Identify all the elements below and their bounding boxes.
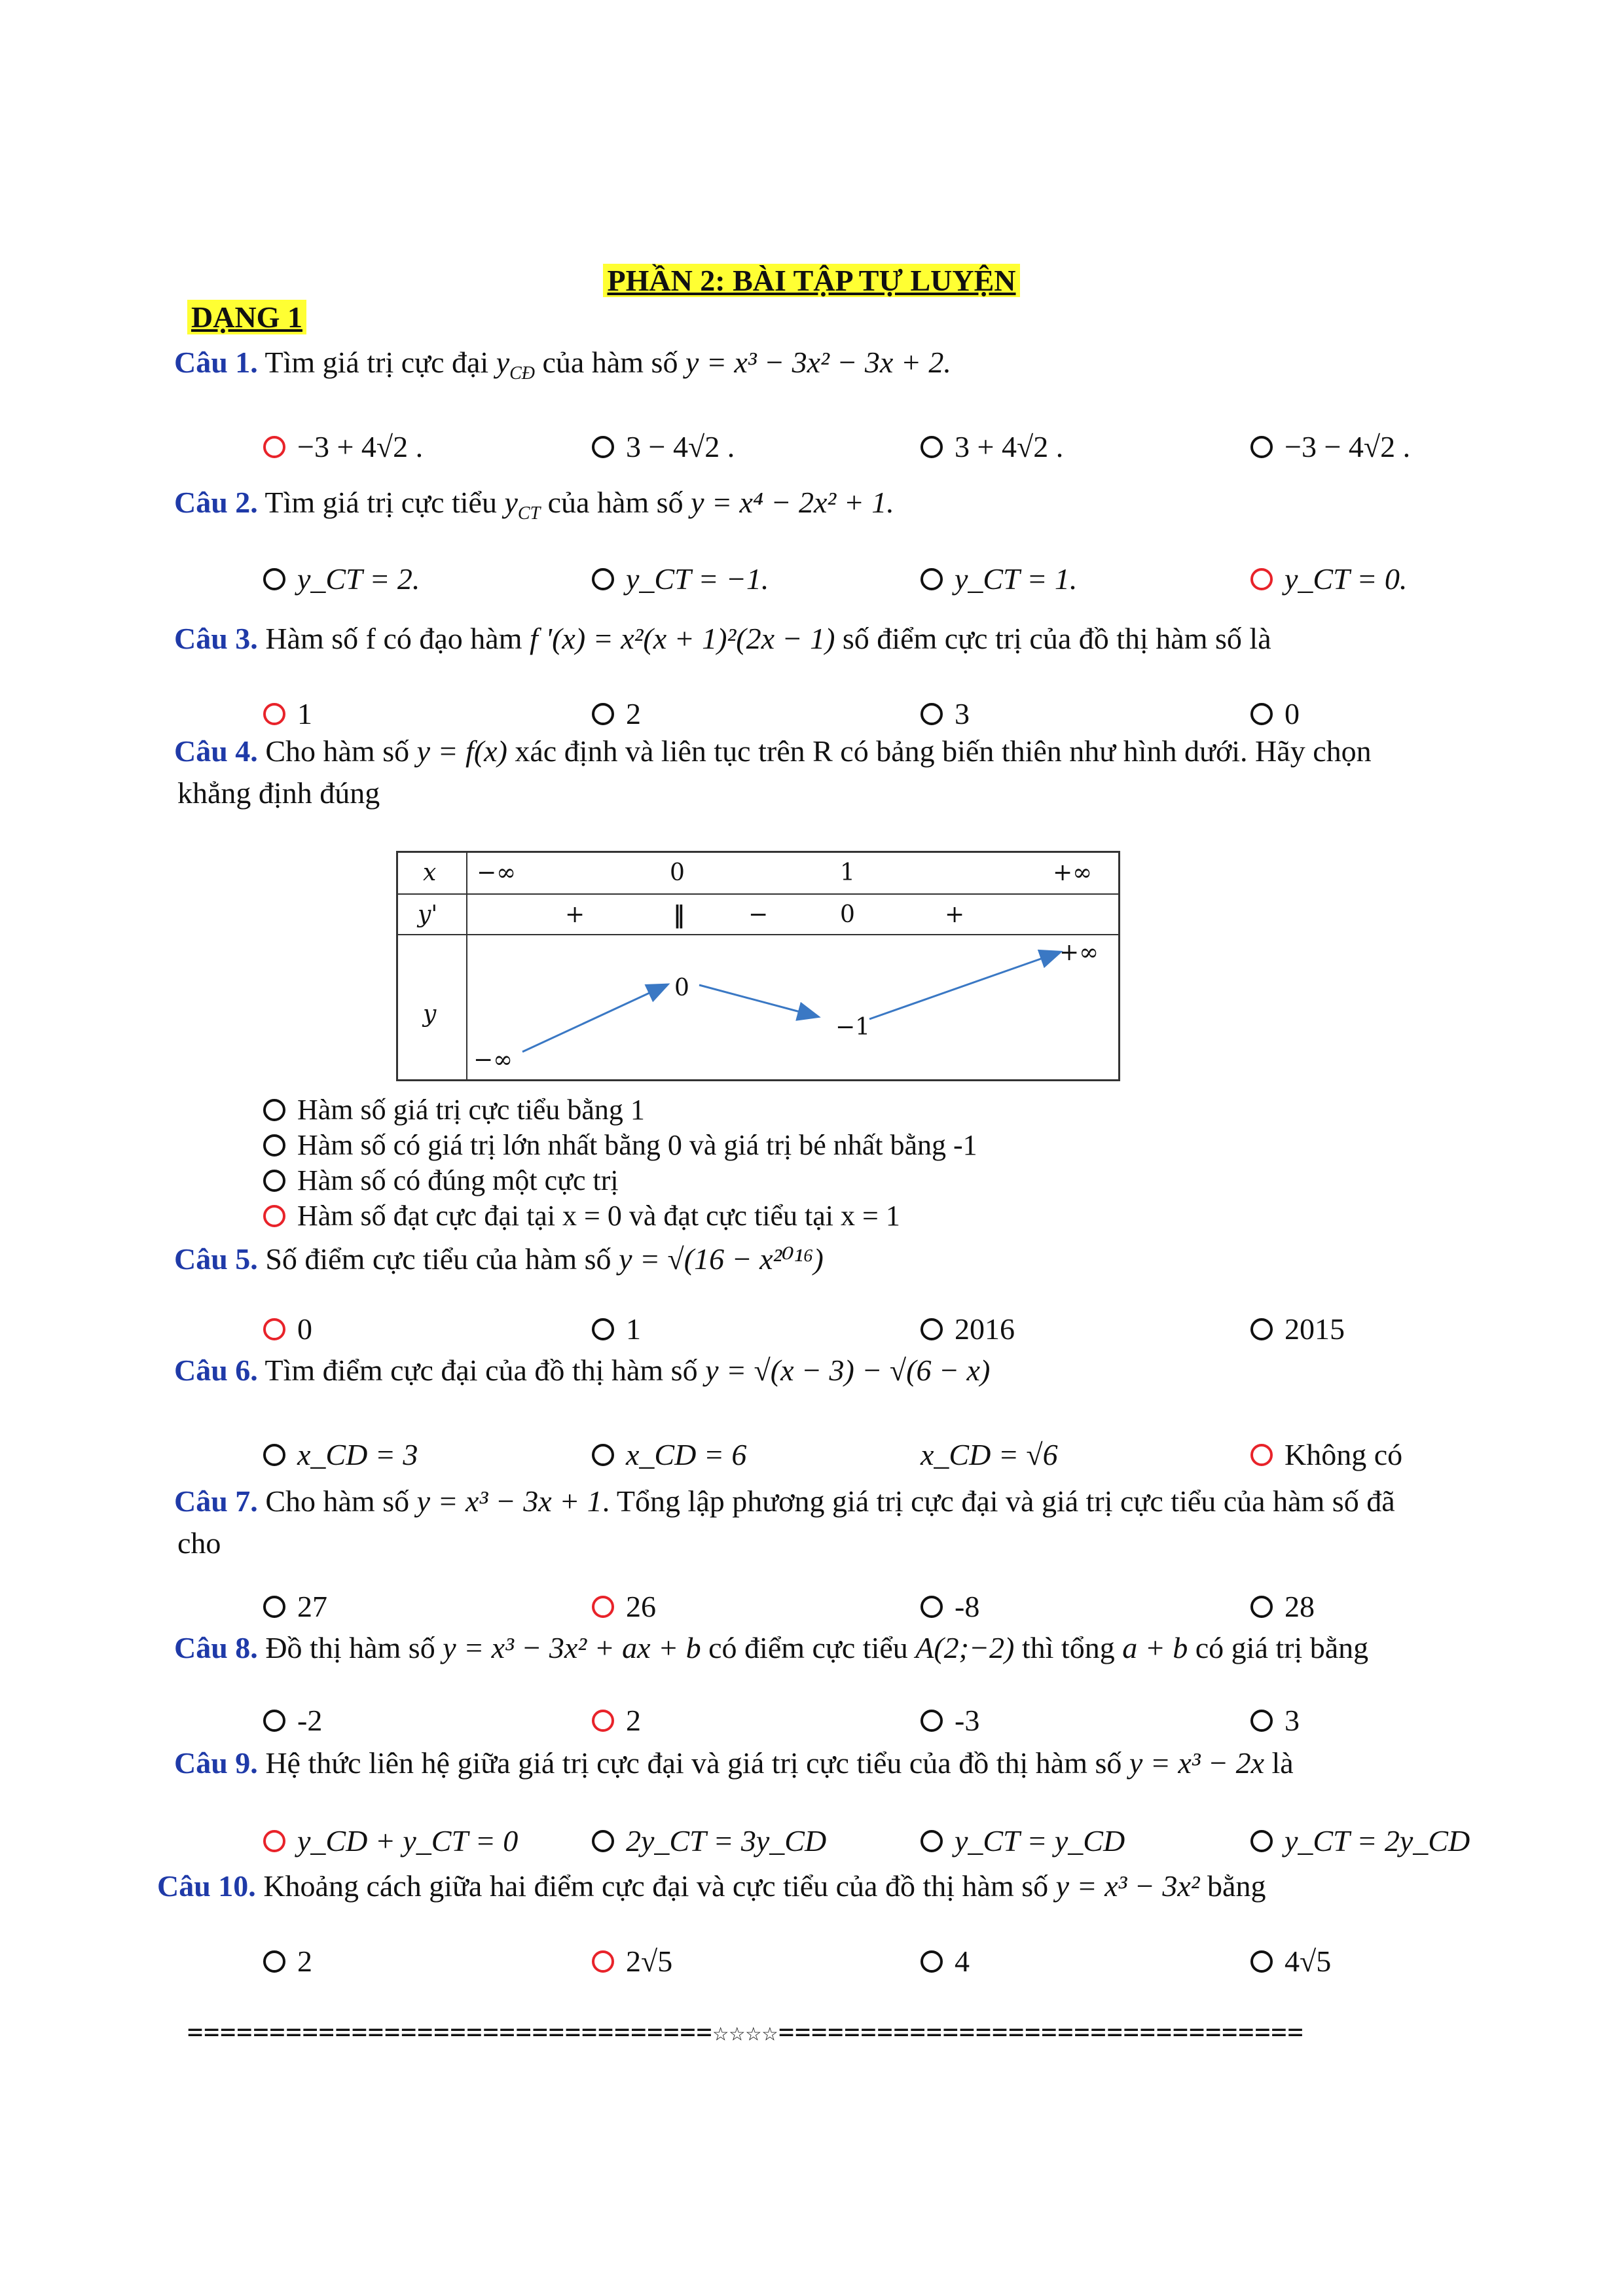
q1-option-b[interactable]: 3 − 4√2 .	[592, 429, 735, 464]
section-heading: DẠNG 1	[187, 300, 306, 334]
q2-option-c[interactable]: y_CT = 1.	[921, 562, 1077, 596]
q3-option-c[interactable]: 3	[921, 696, 970, 731]
radio-circle-icon	[263, 568, 285, 590]
radio-circle-icon	[263, 1444, 285, 1466]
q1-option-a[interactable]: −3 + 4√2 .	[263, 429, 423, 464]
radio-circle-icon	[921, 1950, 943, 1973]
radio-circle-icon	[592, 1950, 614, 1973]
radio-circle-icon	[1250, 568, 1273, 590]
x-label: x	[423, 859, 437, 886]
x-value: −∞	[477, 859, 517, 886]
x-value: +∞	[1053, 859, 1093, 886]
question-7: Câu 7. Cho hàm số y = x³ − 3x + 1. Tổng lập phương giá trị cực đại và giá trị cực tiểu của hàm số đã cho	[174, 1484, 1395, 1560]
q2-option-b[interactable]: y_CT = −1.	[592, 562, 769, 596]
q8-option-c[interactable]: -3	[921, 1703, 979, 1738]
x-value: 0	[670, 859, 685, 886]
q3-option-a[interactable]: 1	[263, 696, 312, 731]
q9-option-c[interactable]: y_CT = y_CD	[921, 1823, 1125, 1858]
radio-circle-icon	[592, 1710, 614, 1732]
question-3: Câu 3. Hàm số f có đạo hàm f '(x) = x²(x + 1)²(2x − 1) số điểm cực trị của đồ thị hàm số là	[174, 622, 1271, 655]
sign: 0	[840, 901, 855, 928]
radio-circle-icon	[592, 703, 614, 725]
variation-table	[396, 851, 1120, 1081]
radio-circle-icon	[263, 703, 285, 725]
radio-circle-icon	[263, 1710, 285, 1732]
radio-circle-icon	[921, 436, 943, 458]
q2-option-d[interactable]: y_CT = 0.	[1250, 562, 1407, 596]
radio-circle-icon	[592, 1596, 614, 1618]
page-title: PHẦN 2: BÀI TẬP TỰ LUYỆN	[0, 263, 1623, 298]
question-9: Câu 9. Hệ thức liên hệ giữa giá trị cực đại và giá trị cực tiểu của đồ thị hàm số y = x³ − 2x là	[174, 1746, 1294, 1780]
radio-circle-icon	[263, 1950, 285, 1973]
y-label: y	[423, 1001, 437, 1028]
radio-circle-icon	[1250, 1950, 1273, 1973]
y-value: −∞	[473, 1047, 513, 1073]
y-value: 0	[674, 975, 689, 1001]
radio-circle-icon	[921, 1830, 943, 1852]
radio-circle-icon	[263, 1134, 285, 1157]
radio-circle-icon	[263, 1205, 285, 1227]
q6-option-d[interactable]: Không có	[1250, 1437, 1402, 1472]
radio-circle-icon	[263, 1170, 285, 1192]
radio-circle-icon	[1250, 436, 1273, 458]
separator-line: ================================☆☆☆☆================================	[187, 2017, 1304, 2047]
radio-circle-icon	[592, 1444, 614, 1466]
y-value: −1	[835, 1014, 871, 1041]
question-1: Câu 1. Tìm giá trị cực đại $y_{CĐ}$ của hàm số y = x³ − 3x² − 3x + 2.	[174, 346, 951, 384]
q3-option-b[interactable]: 2	[592, 696, 641, 731]
q1-option-d[interactable]: −3 − 4√2 .	[1250, 429, 1410, 464]
question-8: Câu 8. Đồ thị hàm số y = x³ − 3x² + ax + b có điểm cực tiểu A(2;−2) thì tổng a + b có giá trị bằng	[174, 1631, 1369, 1664]
variation-arrows	[398, 934, 1118, 1079]
q8-option-b[interactable]: 2	[592, 1703, 641, 1738]
question-4: Câu 4. Cho hàm số y = f(x) xác định và liên tục trên R có bảng biến thiên như hình dưới. Hãy chọn khẳng định đúng	[174, 734, 1372, 810]
q5-option-d[interactable]: 2015	[1250, 1312, 1345, 1346]
q1-option-c[interactable]: 3 + 4√2 .	[921, 429, 1063, 464]
radio-circle-icon	[592, 1830, 614, 1852]
radio-circle-icon	[263, 1099, 285, 1121]
radio-circle-icon	[1250, 1444, 1273, 1466]
sign: −	[748, 901, 769, 928]
radio-circle-icon	[1250, 1710, 1273, 1732]
q2-option-a[interactable]: y_CT = 2.	[263, 562, 420, 596]
radio-circle-icon	[921, 568, 943, 590]
q4-option-c[interactable]: Hàm số có đúng một cực trị	[263, 1162, 619, 1199]
q9-option-b[interactable]: 2y_CT = 3y_CD	[592, 1823, 826, 1858]
q7-option-c[interactable]: -8	[921, 1589, 979, 1624]
q6-option-a[interactable]: x_CD = 3	[263, 1437, 418, 1472]
radio-circle-icon	[592, 436, 614, 458]
radio-circle-icon	[1250, 1318, 1273, 1340]
radio-circle-icon	[921, 1710, 943, 1732]
radio-circle-icon	[592, 1318, 614, 1340]
q3-option-d[interactable]: 0	[1250, 696, 1300, 731]
q8-option-d[interactable]: 3	[1250, 1703, 1300, 1738]
question-6: Câu 6. Tìm điểm cực đại của đồ thị hàm số y = √(x − 3) − √(6 − x)	[174, 1354, 991, 1387]
q10-option-b[interactable]: 2√5	[592, 1944, 672, 1979]
dy-label: y'	[418, 901, 438, 928]
question-10: Câu 10. Khoảng cách giữa hai điểm cực đại và cực tiểu của đồ thị hàm số y = x³ − 3x² bằng	[157, 1869, 1266, 1903]
radio-circle-icon	[1250, 703, 1273, 725]
q6-option-c[interactable]: x_CD = √6	[921, 1438, 1058, 1471]
sign: +	[945, 901, 965, 928]
radio-circle-icon	[921, 1318, 943, 1340]
q8-option-a[interactable]: -2	[263, 1703, 322, 1738]
y-value: +∞	[1059, 939, 1099, 966]
q4-option-d[interactable]: Hàm số đạt cực đại tại x = 0 và đạt cực tiểu tại x = 1	[263, 1198, 900, 1234]
q4-option-b[interactable]: Hàm số có giá trị lớn nhất bằng 0 và giá trị bé nhất bằng -1	[263, 1127, 977, 1164]
q10-option-a[interactable]: 2	[263, 1944, 312, 1979]
radio-circle-icon	[263, 1318, 285, 1340]
radio-circle-icon	[1250, 1830, 1273, 1852]
q7-option-a[interactable]: 27	[263, 1589, 327, 1624]
sign: ‖	[673, 901, 685, 929]
q6-option-b[interactable]: x_CD = 6	[592, 1437, 746, 1472]
sign: +	[565, 901, 585, 928]
q9-option-d[interactable]: y_CT = 2y_CD	[1250, 1823, 1470, 1858]
q4-option-a[interactable]: Hàm số giá trị cực tiểu bằng 1	[263, 1092, 645, 1128]
radio-circle-icon	[1250, 1596, 1273, 1618]
q10-option-c[interactable]: 4	[921, 1944, 970, 1979]
radio-circle-icon	[263, 1596, 285, 1618]
q9-option-a[interactable]: y_CD + y_CT = 0	[263, 1823, 518, 1858]
q5-option-c[interactable]: 2016	[921, 1312, 1015, 1346]
question-5: Câu 5. Số điểm cực tiểu của hàm số y = √(16 − x²⁰¹⁶)	[174, 1242, 824, 1276]
x-value: 1	[840, 859, 855, 886]
radio-circle-icon	[263, 1830, 285, 1852]
q7-option-d[interactable]: 28	[1250, 1589, 1315, 1624]
q5-option-a[interactable]: 0	[263, 1312, 312, 1346]
q5-option-b[interactable]: 1	[592, 1312, 641, 1346]
radio-circle-icon	[921, 703, 943, 725]
q10-option-d[interactable]: 4√5	[1250, 1944, 1331, 1979]
radio-circle-icon	[263, 436, 285, 458]
radio-circle-icon	[592, 568, 614, 590]
q7-option-b[interactable]: 26	[592, 1589, 656, 1624]
question-2: Câu 2. Tìm giá trị cực tiểu $y_{CT}$ của hàm số y = x⁴ − 2x² + 1.	[174, 486, 894, 524]
radio-circle-icon	[921, 1596, 943, 1618]
